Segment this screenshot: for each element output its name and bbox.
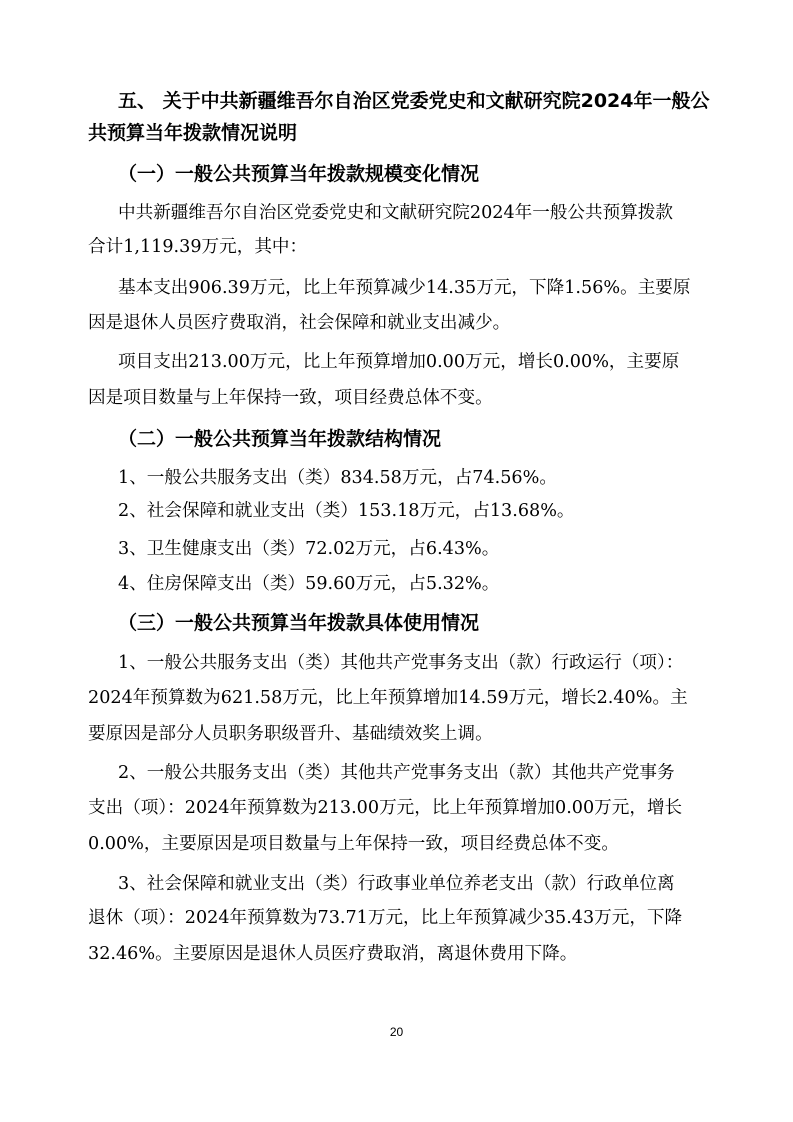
structure-item-1: 1、一般公共服务支出（类）834.58万元，占74.56%。 <box>118 468 557 488</box>
paragraph-project-line1: 项目支出213.00万元，比上年预算增加0.00万元，增长0.00%，主要原 <box>118 352 680 372</box>
usage-item-1-line2: 2024年预算数为621.58万元，比上年预算增加14.59万元，增长2.40%。主 <box>88 688 688 708</box>
usage-item-3-line3: 32.46%。主要原因是退休人员医疗费取消，离退休费用下降。 <box>88 944 578 964</box>
usage-item-2-line3: 0.00%，主要原因是项目数量与上年保持一致，项目经费总体不变。 <box>88 834 619 854</box>
usage-item-1-line3: 要原因是部分人员职务职级晋升、基础绩效奖上调。 <box>88 724 493 744</box>
usage-item-2-line1: 2、一般公共服务支出（类）其他共产党事务支出（款）其他共产党事务 <box>118 763 675 783</box>
paragraph-basic-line1: 基本支出906.39万元，比上年预算减少14.35万元，下降1.56%。主要原 <box>118 278 691 298</box>
structure-item-3: 3、卫生健康支出（类）72.02万元，占6.43%。 <box>118 539 500 559</box>
page-number: 20 <box>389 1025 404 1039</box>
paragraph-project-line2: 因是项目数量与上年保持一致，项目经费总体不变。 <box>88 388 493 408</box>
structure-item-4: 4、住房保障支出（类）59.60万元，占5.32%。 <box>118 574 500 594</box>
subsection3-heading: （三）一般公共预算当年拨款具体使用情况 <box>118 612 480 634</box>
usage-item-2-line2: 支出（项）：2024年预算数为213.00万元，比上年预算增加0.00万元，增长 <box>88 798 683 818</box>
paragraph-basic-line2: 因是退休人员医疗费取消，社会保障和就业支出减少。 <box>88 313 511 333</box>
paragraph-total-line1: 中共新疆维吾尔自治区党委党史和文献研究院2024年一般公共预算拨款 <box>118 203 673 223</box>
subsection1-heading: （一）一般公共预算当年拨款规模变化情况 <box>118 163 480 185</box>
usage-item-1-line1: 1、一般公共服务支出（类）其他共产党事务支出（款）行政运行（项）： <box>118 653 684 673</box>
usage-item-3-line2: 退休（项）：2024年预算数为73.71万元，比上年预算减少35.43万元，下降 <box>88 908 683 928</box>
subsection2-heading: （二）一般公共预算当年拨款结构情况 <box>118 428 442 450</box>
section-title-line2: 共预算当年拨款情况说明 <box>88 122 298 144</box>
structure-item-2: 2、社会保障和就业支出（类）153.18万元，占13.68%。 <box>118 501 575 521</box>
usage-item-3-line1: 3、社会保障和就业支出（类）行政事业单位养老支出（款）行政单位离 <box>118 874 675 894</box>
paragraph-total-line2: 合计1,119.39万元，其中： <box>88 237 308 257</box>
section-title-line1: 五、 关于中共新疆维吾尔自治区党委党史和文献研究院2024年一般公 <box>118 90 710 112</box>
